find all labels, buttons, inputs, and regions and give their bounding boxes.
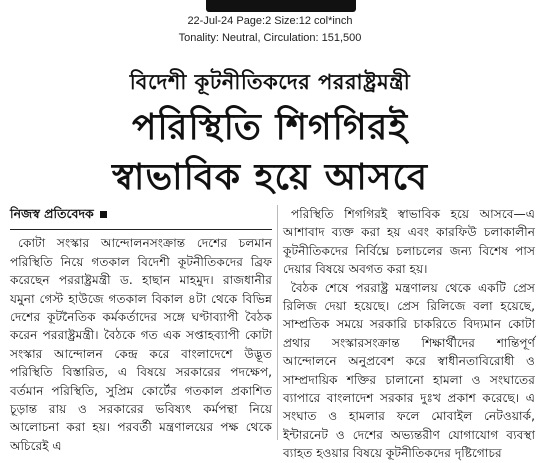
article-headline-line-2: স্বাভাবিক হয়ে আসবে bbox=[111, 157, 429, 198]
article-kicker: বিদেশী কূটনীতিকদের পররাষ্ট্রমন্ত্রী bbox=[129, 70, 411, 94]
article-column-right bbox=[283, 205, 535, 463]
byline bbox=[10, 205, 272, 223]
byline-rule bbox=[10, 229, 272, 230]
clipping-meta-date-page: 22-Jul-24 Page:2 Size:12 col*inch bbox=[187, 15, 353, 27]
article-paragraph: পরিস্থিতি শিগগিরই স্বাভাবিক হয়ে আসবে—এ আশাবাদ ব্যক্ত করা হয় এবং কারফিউ চলাকালীন কূটনীতিকদের নির্বিঘ্নে চলাচলের জন্য বিশেষ পাস দেয়ার বিষয়ে অবগত করা হয়। bbox=[283, 207, 535, 277]
article-headline-line-1: পরিস্থিতি শিগগিরই bbox=[131, 107, 409, 148]
article-paragraph: কোটা সংস্কার আন্দোলনসংক্রান্ত দেশের চলমান পরিস্থিতি নিয়ে গতকাল বিদেশী কূটনীতিকদের ব্রিফ করেছেন পররাষ্ট্রমন্ত্রী ড. হাছান মাহমুদ। রাজধানীর যমুনা গেস্ট হাউজে গতকাল বিকাল ৪টা থেকে বিভিন্ন দেশের কূটনৈতিক কর্মকর্তাদের সঙ্গে ঘণ্টাব্যাপী বৈঠক করেন পররাষ্ট্রমন্ত্রী। বৈঠকে গত এক সপ্তাহব্যাপী কোটা সংস্কার আন্দোলন কেন্দ্র করে বাংলাদেশে উদ্ভূত পরিস্থিতি বিস্তারিত, এ বিষয়ে সরকারের পদক্ষেপ, বর্তমান পরিস্থিতি, সুপ্রিম কোর্টের গতকাল প্রকাশিত চূড়ান্ত রায় ও সরকারের ভবিষ্যৎ কর্মপন্থা নিয়ে আলোচনা করা হয়। পরবর্তী মন্ত্রণালয়ের পক্ষ থেকে অচিরেই এ bbox=[10, 236, 272, 453]
clipping-meta-tonality: Tonality: Neutral, Circulation: 151,500 bbox=[178, 32, 362, 44]
article-paragraph: বৈঠক শেষে পররাষ্ট্র মন্ত্রণালয় থেকে একটি প্রেস রিলিজ দেয়া হয়েছে। প্রেস রিলিজে বলা হয়েছে, সাম্প্রতিক সময়ে সরকারি চাকরিতে বিদ্যমান কোটা প্রথার সংস্কারসংক্রান্ত শিক্ষার্থীদের শান্তিপূর্ণ আন্দোলনে অনুপ্রবেশ করে স্বাধীনতাবিরোধী ও সাম্প্রদায়িক শক্তির চালানো হামলা ও সংঘাতের ব্যাপারে বাংলাদেশ সরকার দুঃখ প্রকাশ করেছে। এ সংঘাত ও হামলার ফলে মোবাইল নেটওয়ার্ক, ইন্টারনেট ও দেশের অভ্যন্তরীণ যোগাযোগ ব্যবস্থা ব্যাহত হওয়ার বিষয়ে কূটনীতিকদের দৃষ্টিগোচর bbox=[283, 280, 535, 461]
byline-square-icon bbox=[100, 211, 107, 218]
article-column-left bbox=[10, 205, 272, 455]
byline-text: নিজস্ব প্রতিবেদক bbox=[10, 206, 94, 221]
column-divider bbox=[277, 205, 278, 440]
newspaper-masthead-logo bbox=[206, 0, 356, 12]
